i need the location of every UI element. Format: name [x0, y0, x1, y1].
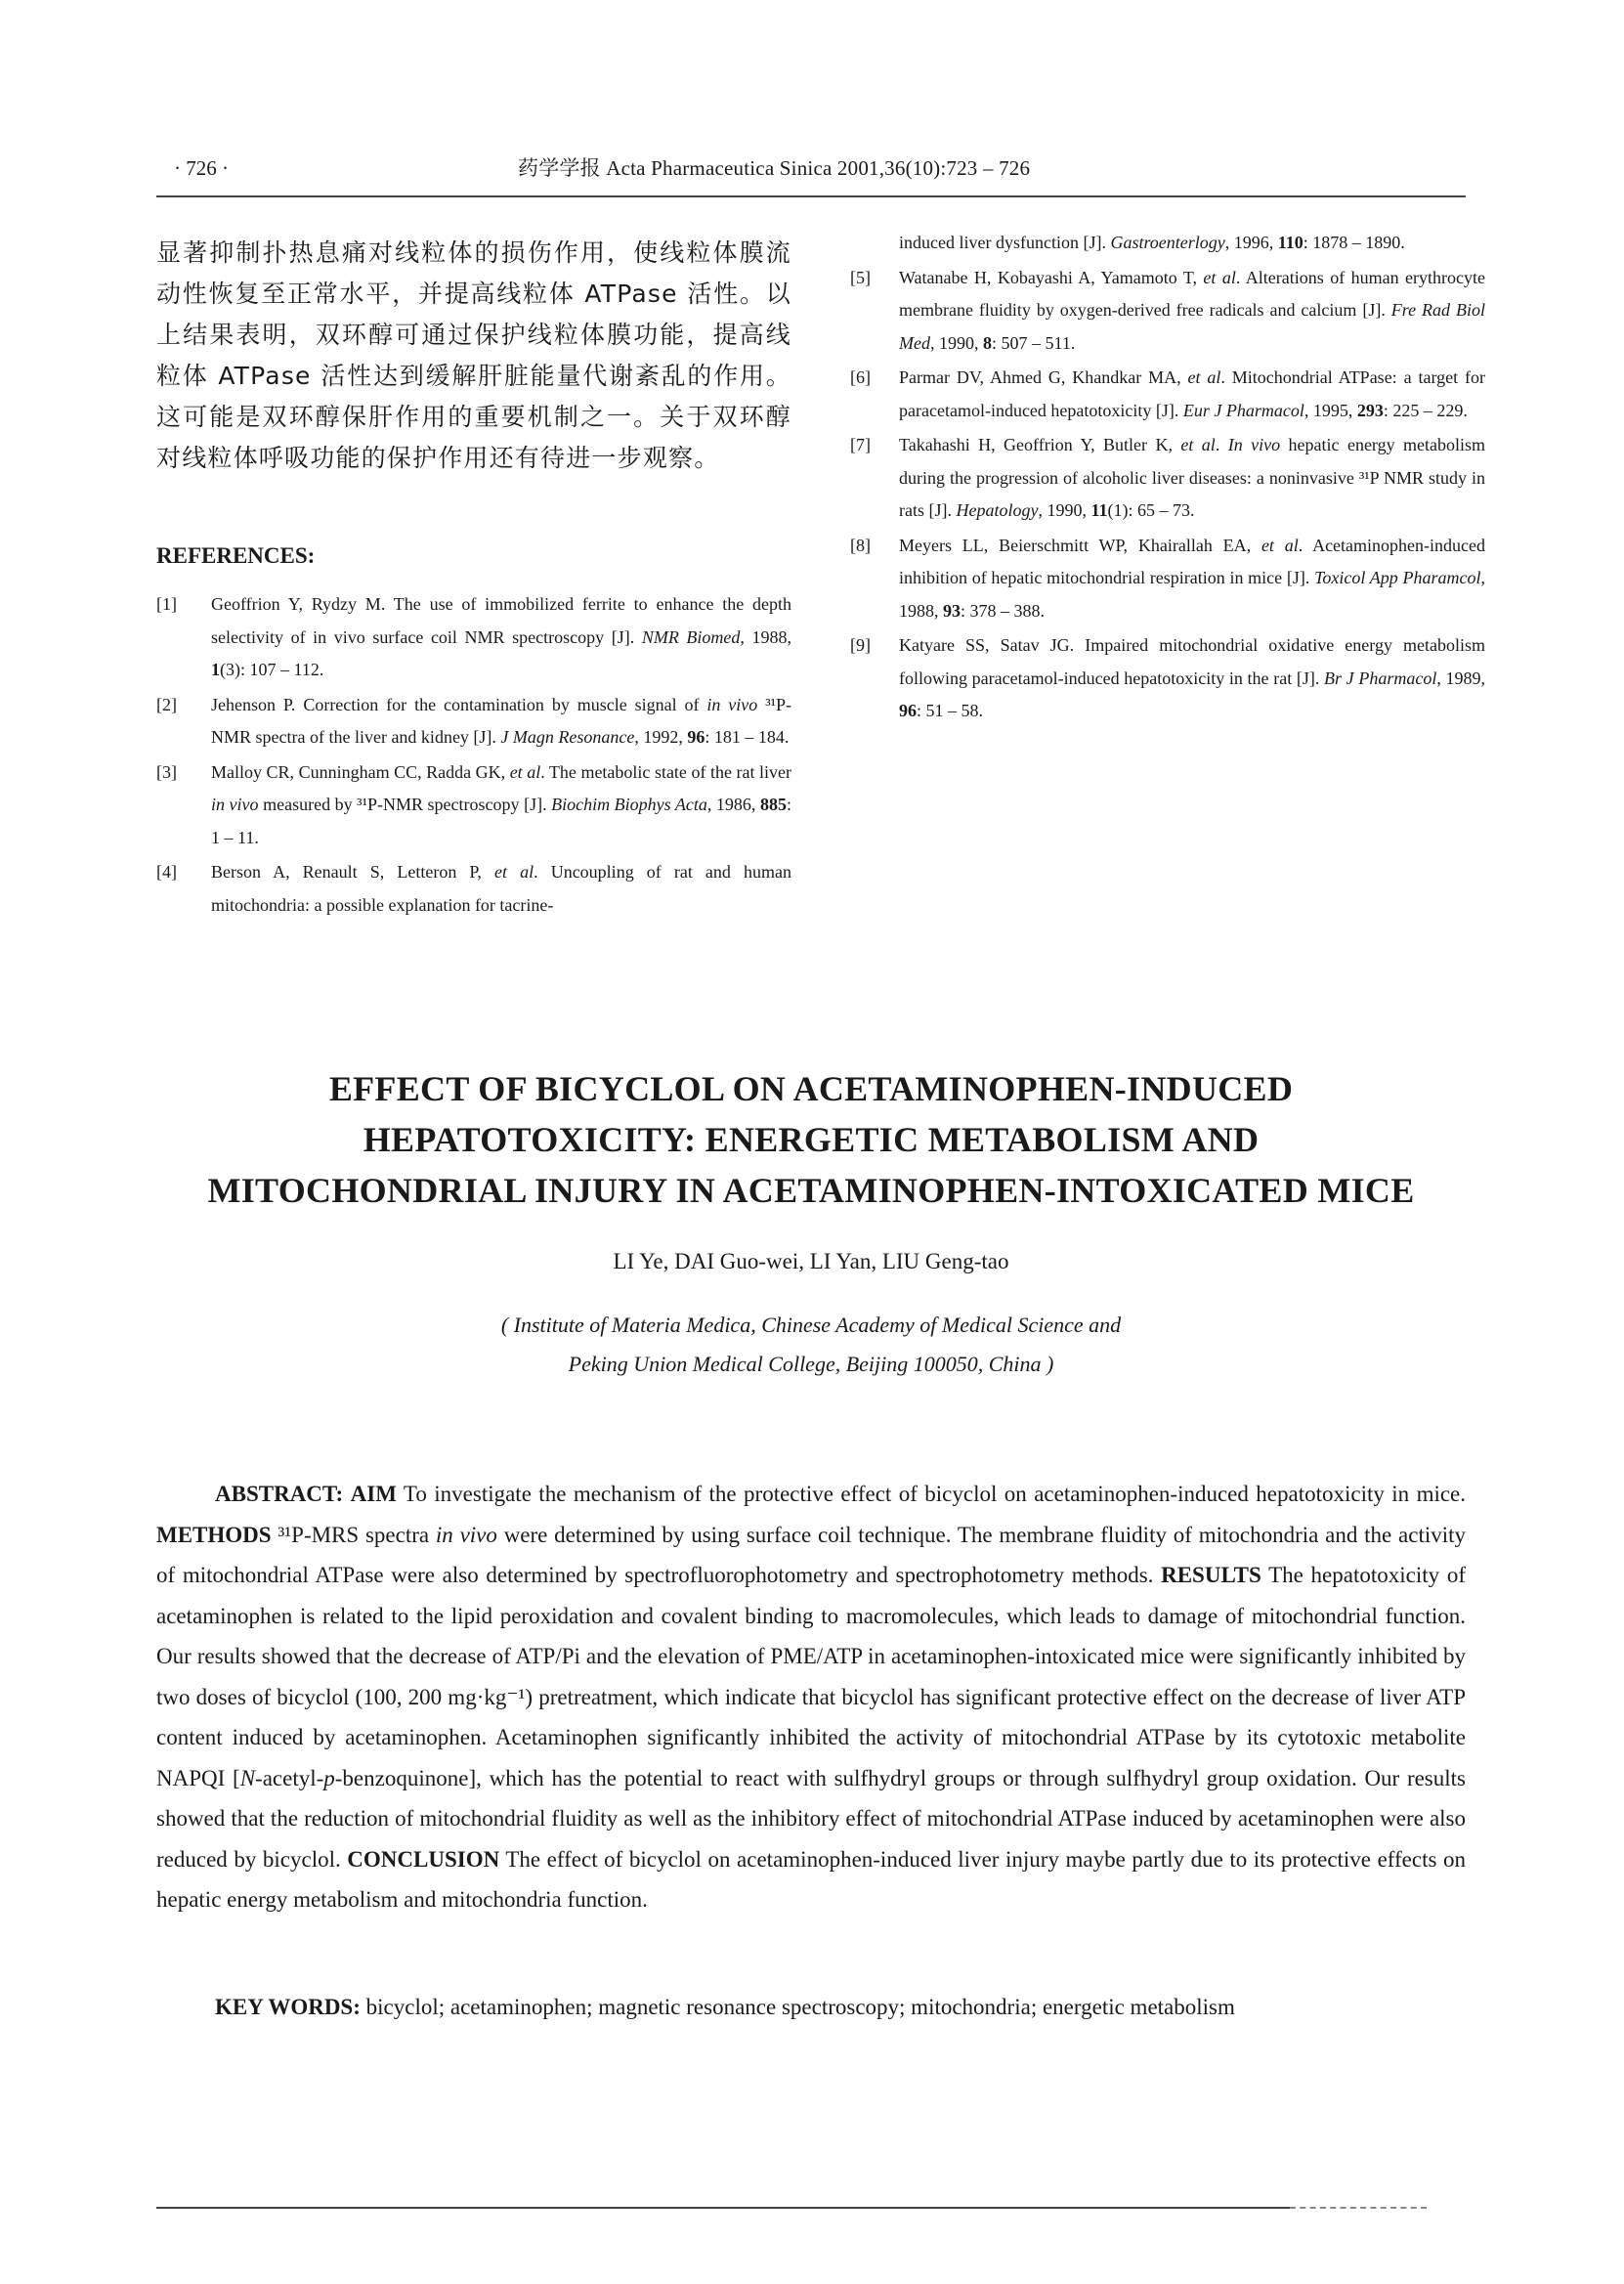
reference-item	[850, 429, 1485, 528]
reference-journal: Gastroenterlogy	[1110, 233, 1225, 252]
reference-authors: Meyers LL, Beierschmitt WP, Khairallah EA,	[899, 535, 1261, 555]
footnote-rule	[156, 2207, 1290, 2209]
reference-pages: : 1 – 11.	[211, 795, 792, 847]
reference-year: , 1992,	[634, 727, 688, 747]
reference-title: ³¹P-NMR spectra of the liver and kidney [J].	[211, 694, 791, 747]
affiliation-line: Peking Union Medical College, Beijing 100050, China )	[568, 1352, 1054, 1376]
abstract-methods-text: were determined by using surface coil technique. The membrane fluidity of mitochondria and the activity of mitochondrial ATPase were also determined by spectrofluorophotometry and spectrophotometry methods.	[156, 1522, 1467, 1587]
abstract-results-text: -acetyl-	[255, 1765, 324, 1790]
reference-title: measured by ³¹P-NMR spectroscopy [J].	[258, 795, 552, 814]
reference-pages: (1): 65 – 73.	[1107, 500, 1195, 520]
keywords	[156, 1987, 1466, 2027]
reference-title: .	[1215, 435, 1228, 454]
page-header	[156, 156, 1466, 195]
reference-journal: Toxicol App Pharamcol	[1314, 568, 1481, 587]
reference-title: . Mitochondrial ATPase: a target for paracetamol-induced hepatotoxicity [J].	[899, 367, 1485, 420]
reference-journal: Fre Rad Biol Med	[899, 300, 1485, 353]
reference-authors: Takahashi H, Geoffrion Y, Butler K,	[899, 435, 1181, 454]
reference-volume: 1	[211, 660, 220, 679]
abstract-results-text: The hepatotoxicity of acetaminophen is related to the lipid peroxidation and covalent binding to macromolecules, which leads to damage of mitochondrial function. Our results showed that the decrease of ATP/Pi and the elevation of PME/ATP in acetaminophen-intoxicated mice were significantly inhibited by two doses of bicyclol (100, 200 mg·kg⁻¹) pretreatment, which indicate that bicyclol has significant protective effect on the decrease of liver ATP content induced by acetaminophen. Acetaminophen significantly inhibited the activity of mitochondrial ATPase by its cytotoxic metabolite NAPQI [	[156, 1563, 1466, 1790]
abstract-results-italic: p	[323, 1765, 335, 1790]
reference-authors: Berson A, Renault S, Letteron P,	[211, 862, 495, 882]
reference-item	[850, 530, 1485, 628]
reference-title-italic: in vivo	[706, 694, 758, 714]
reference-authors: Jehenson P.	[211, 694, 304, 714]
reference-et-al: et al	[1187, 367, 1221, 387]
reference-title: . The metabolic state of the rat liver	[540, 761, 792, 782]
abstract-aim-text: To investigate the mechanism of the protective effect of bicyclol on acetaminophen-induced hepatotoxicity in mice.	[396, 1482, 1467, 1506]
reference-pages: : 507 – 511.	[991, 332, 1076, 353]
reference-et-al: et al	[1261, 535, 1299, 555]
abstract-aim-label: AIM	[350, 1482, 397, 1506]
abstract-methods-label: METHODS	[156, 1522, 272, 1547]
reference-year: , 1989,	[1436, 668, 1485, 688]
reference-number: [1]	[156, 594, 177, 614]
reference-pages: : 225 – 229.	[1383, 400, 1468, 420]
reference-pages: : 181 – 184.	[705, 727, 790, 747]
abstract-methods-italic: in vivo	[435, 1522, 497, 1547]
reference-volume: 96	[687, 727, 705, 747]
reference-title: induced liver dysfunction [J].	[899, 233, 1111, 252]
reference-volume: 96	[899, 701, 917, 720]
reference-item	[156, 689, 791, 754]
reference-item	[156, 856, 791, 922]
article-authors: LI Ye, DAI Guo-wei, LI Yan, LIU Geng-tao	[613, 1249, 1009, 1273]
abstract-methods-text: ³¹P-MRS spectra	[271, 1522, 436, 1547]
reference-pages: : 378 – 388.	[961, 600, 1046, 621]
reference-authors: Parmar DV, Ahmed G, Khandkar MA,	[899, 367, 1188, 387]
reference-et-al: et al	[509, 761, 541, 782]
reference-journal: Hepatology	[956, 500, 1039, 520]
reference-number: [5]	[850, 267, 871, 287]
reference-year: , 1996,	[1224, 233, 1278, 252]
reference-volume: 8	[982, 332, 992, 353]
reference-title: The use of immobilized ferrite to enhance the depth selectivity of in vivo surface coil NMR spectroscopy [J].	[211, 594, 791, 647]
left-column	[156, 233, 791, 924]
reference-title-italic: in vivo	[211, 795, 259, 814]
reference-authors: Geoffrion Y, Rydzy M.	[211, 594, 386, 614]
references-heading: REFERENCES:	[156, 543, 316, 568]
article-title-line: HEPATOTOXICITY: ENERGETIC METABOLISM AND	[363, 1120, 1260, 1159]
reference-year: , 1986,	[706, 795, 760, 814]
reference-journal: Eur J Pharmacol	[1182, 400, 1304, 420]
reference-year: , 1990,	[1038, 500, 1091, 520]
reference-item-continued	[850, 227, 1485, 260]
reference-number: [3]	[156, 761, 177, 782]
reference-volume: 11	[1090, 500, 1108, 520]
abstract	[156, 1474, 1466, 1920]
abstract-label: ABSTRACT:	[215, 1482, 344, 1506]
reference-year: , 1988,	[899, 568, 1485, 621]
reference-volume: 293	[1356, 400, 1384, 420]
article-affiliation	[156, 1306, 1466, 1384]
reference-volume: 885	[760, 795, 787, 814]
running-head: 药学学报 Acta Pharmaceutica Sinica 2001,36(10):723 – 726	[518, 156, 1031, 180]
chinese-paragraph: 显著抑制扑热息痛对线粒体的损伤作用，使线粒体膜流动性恢复至正常水平，并提高线粒体 ATPase 活性。以上结果表明，双环醇可通过保护线粒体膜功能，提高线粒体 ATPase 活性达到缓解肝脏能量代谢紊乱的作用。这可能是双环醇保肝作用的重要机制之一。关于双环醇对线粒体呼吸功能的保护作用还有待进一步观察。	[156, 238, 791, 472]
reference-title: . Uncoupling of rat and human mitochondria: a possible explanation for tacrine-	[211, 862, 792, 915]
reference-number: [7]	[850, 435, 871, 454]
reference-pages: : 51 – 58.	[917, 701, 984, 720]
reference-title: hepatic energy metabolism during the progression of alcoholic liver diseases: a noninvasive ³¹P NMR study in rats [J].	[899, 435, 1486, 520]
reference-number: [6]	[850, 367, 871, 387]
reference-item	[156, 588, 791, 687]
reference-item	[850, 362, 1485, 427]
reference-volume: 93	[943, 600, 961, 621]
reference-title: Correction for the contamination by muscle signal of	[303, 694, 707, 714]
reference-journal: Br J Pharmacol	[1324, 668, 1437, 688]
reference-title: . Acetaminophen-induced inhibition of hepatic mitochondrial respiration in mice [J].	[899, 535, 1485, 587]
reference-title: Impaired mitochondrial oxidative energy metabolism following paracetamol-induced hepatotoxicity in the rat [J].	[899, 635, 1485, 688]
reference-year: , 1990,	[929, 332, 983, 353]
page-number: · 726 ·	[174, 156, 229, 180]
keywords-text: bicyclol; acetaminophen; magnetic resonance spectroscopy; mitochondria; energetic metabolism	[360, 1995, 1235, 2019]
article-title-block	[156, 1063, 1466, 1384]
affiliation-line: ( Institute of Materia Medica, Chinese Academy of Medical Science and	[500, 1313, 1122, 1337]
article-title-line: MITOCHONDRIAL INJURY IN ACETAMINOPHEN-INTOXICATED MICE	[207, 1171, 1415, 1210]
abstract-results-label: RESULTS	[1161, 1563, 1261, 1587]
reference-year: , 1995,	[1303, 400, 1357, 420]
reference-pages: (3): 107 – 112.	[220, 660, 324, 679]
reference-authors: Katyare SS, Satav JG.	[899, 635, 1086, 655]
reference-year: , 1988,	[740, 626, 792, 647]
reference-number: [8]	[850, 535, 871, 555]
header-rule	[156, 195, 1466, 197]
reference-number: [4]	[156, 862, 177, 882]
abstract-conclusion-text: The effect of bicyclol on acetaminophen-induced liver injury maybe partly due to its protective effects on hepatic energy metabolism and mitochondria function.	[156, 1846, 1466, 1912]
reference-journal: Biochim Biophys Acta	[551, 795, 707, 814]
reference-journal: NMR Biomed	[641, 626, 741, 647]
abstract-results-text: -benzoquinone], which has the potential to react with sulfhydryl groups or through sulfhydryl group oxidation. Our results showed that the reduction of mitochondrial fluidity as well as the inhibitory effect of mitochondrial ATPase induced by acetaminophen were also reduced by bicyclol.	[156, 1765, 1466, 1872]
abstract-conclusion-label: CONCLUSION	[347, 1846, 500, 1872]
reference-number: [2]	[156, 694, 177, 714]
reference-item	[850, 629, 1485, 728]
reference-authors: Watanabe H, Kobayashi A, Yamamoto T,	[899, 267, 1204, 287]
reference-et-al: et al	[1203, 267, 1236, 287]
reference-journal: J Magn Resonance	[500, 727, 635, 747]
reference-et-al: et al	[494, 862, 534, 882]
reference-item	[156, 756, 791, 855]
reference-volume: 110	[1277, 233, 1303, 252]
article-title-line: EFFECT OF BICYCLOL ON ACETAMINOPHEN-INDUCED	[328, 1069, 1294, 1108]
reference-item	[850, 262, 1485, 361]
right-column	[850, 227, 1485, 730]
footnote-rule-dashed	[1290, 2207, 1427, 2209]
reference-title: . Alterations of human erythrocyte membrane fluidity by oxygen-derived free radicals and calcium [J].	[899, 267, 1485, 320]
reference-pages: : 1878 – 1890.	[1303, 233, 1405, 252]
reference-title-italic: In vivo	[1227, 435, 1281, 454]
reference-number: [9]	[850, 635, 871, 655]
reference-et-al: et al	[1180, 435, 1216, 454]
keywords-label: KEY WORDS:	[215, 1995, 361, 2019]
abstract-results-italic: N	[239, 1765, 256, 1790]
reference-authors: Malloy CR, Cunningham CC, Radda GK,	[211, 761, 510, 782]
